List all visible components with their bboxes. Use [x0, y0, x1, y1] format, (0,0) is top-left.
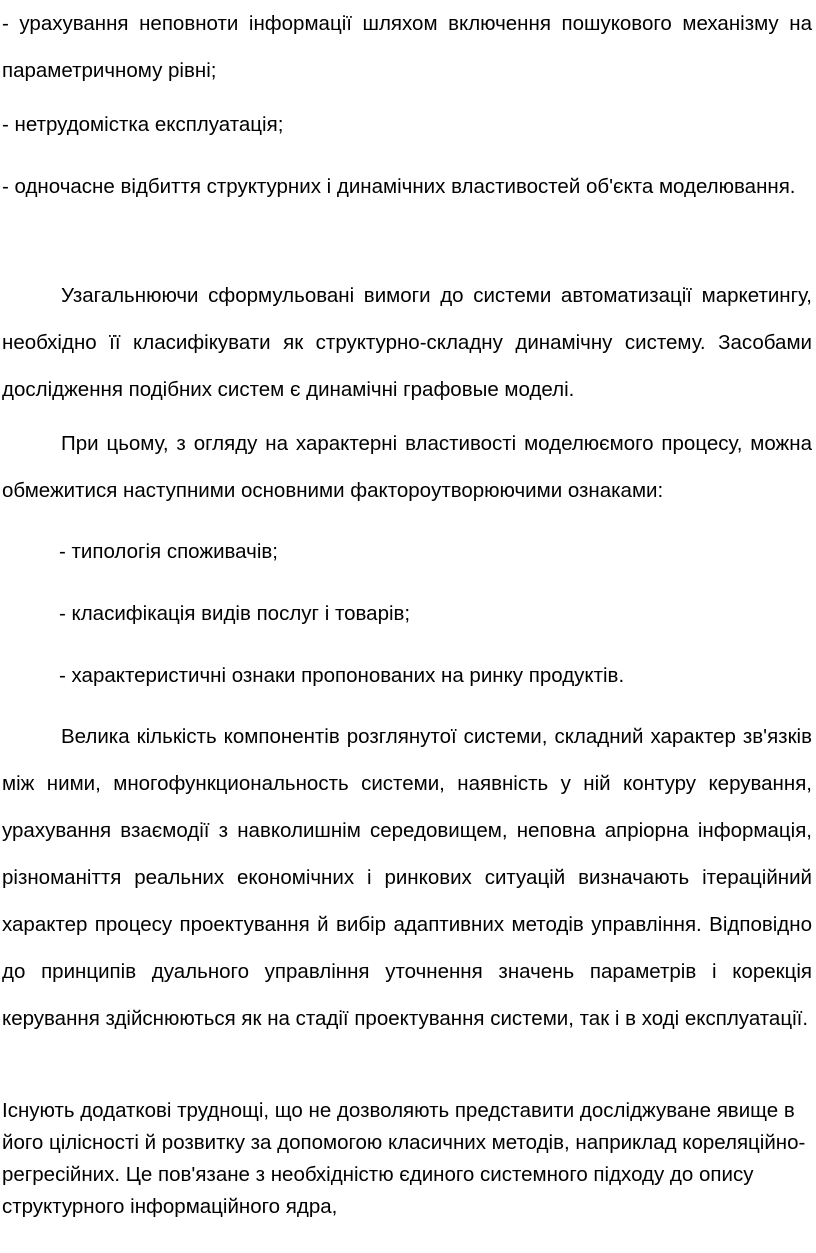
factor-item-services-classification: - класифікація видів послуг і товарів; [59, 602, 411, 625]
factor-item-product-features: - характеристичні ознаки пропонованих на ринку продуктів. [59, 664, 625, 687]
list-item-low-labor: - нетрудомістка експлуатація; [2, 113, 284, 136]
paragraph-difficulties: Існують додаткові труднощі, що не дозволяють представити досліджуване явище в його цілісності й розвитку за допомогою класичних методів, наприклад кореляційно-регресійних. Це пов'язане з необхідністю єдиного системного підходу до опису структурного інформаційного ядра, [2, 1099, 806, 1218]
list-item-simultaneous-reflection: - одночасне відбиття структурних і динамічних властивостей об'єкта моделювання. [2, 175, 796, 198]
factor-item-consumer-typology: - типологія споживачів; [59, 540, 278, 563]
paragraph-components: Велика кількість компонентів розглянутої системи, складний характер зв'язків між ними, многофункциональность системи, наявність у ній контуру керування, урахування взаємодії з навколишнім середовищем, неповна апріорна інформація, різноманіття реальних економічних і ринкових ситуацій визначають ітераційний характер процесу проектування й вибір адаптивних методів управління. Відповідно до принципів дуального управління уточнення значень параметрів і корекція керування здійснюються як на стадії проектування системи, так і в ході експлуатації. [2, 725, 812, 1030]
paragraph-factors-intro: При цьому, з огляду на характерні властивості моделюємого процесу, можна обмежитися наступними основними факторoутворюючими ознаками: [2, 432, 812, 502]
paragraph-generalizing: Узагальнюючи сформульовані вимоги до системи автоматизації маркетингу, необхідно її класифікувати як структурно-складну динамічну систему. Засобами дослідження подібних систем є динамічні графовые моделі. [2, 284, 812, 401]
list-item-incomplete-info: - урахування неповноти інформації шляхом включення пошукового механізму на параметричному рівні; [2, 12, 812, 82]
